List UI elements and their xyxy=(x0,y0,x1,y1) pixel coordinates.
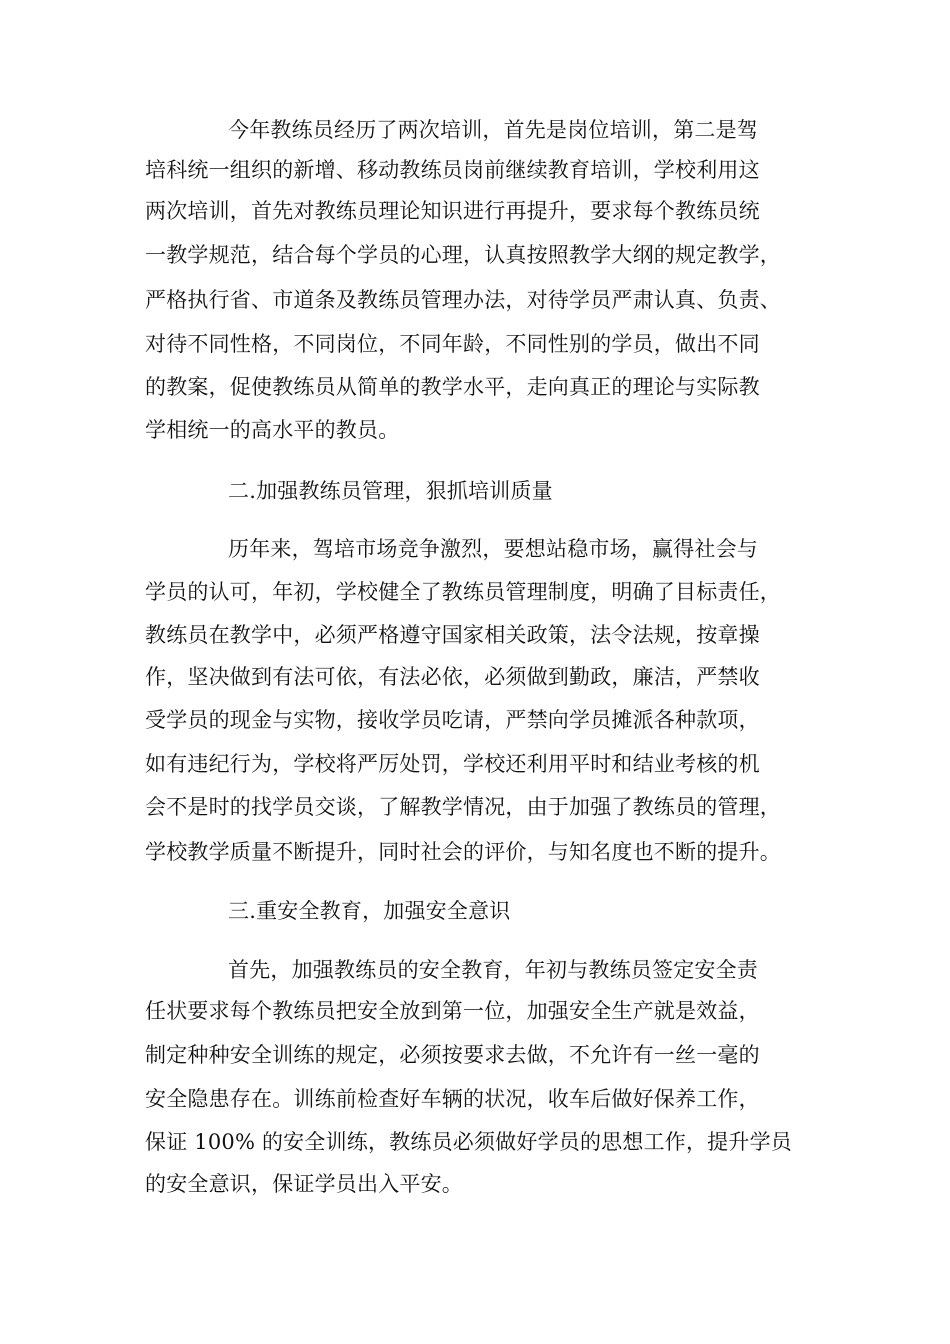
section-heading-2: 二.加强教练员管理，狠抓培训质量 xyxy=(228,479,553,503)
paragraph-1-line-8: 学相统一的高水平的教员。 xyxy=(145,418,400,442)
paragraph-2-line-2: 学员的认可，年初，学校健全了教练员管理制度，明确了目标责任， xyxy=(145,580,781,604)
paragraph-2-line-6: 如有违纪行为，学校将严厉处罚，学校还利用平时和结业考核的机 xyxy=(145,752,760,776)
paragraph-2-line-8: 学校教学质量不断提升，同时社会的评价，与知名度也不断的提升。 xyxy=(145,840,781,864)
paragraph-3-line-2: 任状要求每个教练员把安全放到第一位，加强安全生产就是效益， xyxy=(145,999,760,1023)
paragraph-2-line-1: 历年来，驾培市场竞争激烈，要想站稳市场，赢得社会与 xyxy=(228,537,758,561)
paragraph-1-line-5: 严格执行省、市道条及教练员管理办法，对待学员严肃认真、负责、 xyxy=(145,288,781,312)
paragraph-2-line-4: 作，坚决做到有法可依，有法必依，必须做到勤政，廉洁，严禁收 xyxy=(145,665,760,689)
paragraph-1-line-6: 对待不同性格，不同岗位，不同年龄，不同性别的学员，做出不同 xyxy=(145,332,760,356)
paragraph-3-line-5: 保证 100% 的安全训练，教练员必须做好学员的思想工作，提升学员 xyxy=(145,1130,792,1154)
paragraph-1-line-4: 一教学规范，结合每个学员的心理，认真按照教学大纲的规定教学， xyxy=(145,243,781,267)
section-heading-3: 三.重安全教育，加强安全意识 xyxy=(228,899,511,923)
paragraph-3-line-3: 制定种种安全训练的规定，必须按要求去做，不允许有一丝一毫的 xyxy=(145,1043,760,1067)
paragraph-3-line-1: 首先，加强教练员的安全教育，年初与教练员签定安全责 xyxy=(228,958,758,982)
paragraph-2-line-3: 教练员在教学中，必须严格遵守国家相关政策，法令法规，按章操 xyxy=(145,623,760,647)
paragraph-3-line-6: 的安全意识，保证学员出入平安。 xyxy=(145,1172,463,1196)
paragraph-1-line-1: 今年教练员经历了两次培训，首先是岗位培训，第二是驾 xyxy=(228,118,758,142)
paragraph-2-line-7: 会不是时的找学员交谈，了解教学情况，由于加强了教练员的管理， xyxy=(145,795,781,819)
paragraph-3-line-4: 安全隐患存在。训练前检查好车辆的状况，收车后做好保养工作， xyxy=(145,1087,760,1111)
paragraph-1-line-3: 两次培训，首先对教练员理论知识进行再提升，要求每个教练员统 xyxy=(145,199,760,223)
paragraph-1-line-7: 的教案，促使教练员从简单的教学水平，走向真正的理论与实际教 xyxy=(145,375,760,399)
paragraph-1-line-2: 培科统一组织的新增、移动教练员岗前继续教育培训，学校利用这 xyxy=(145,158,760,182)
paragraph-2-line-5: 受学员的现金与实物，接收学员吃请，严禁向学员摊派各种款项， xyxy=(145,708,760,732)
